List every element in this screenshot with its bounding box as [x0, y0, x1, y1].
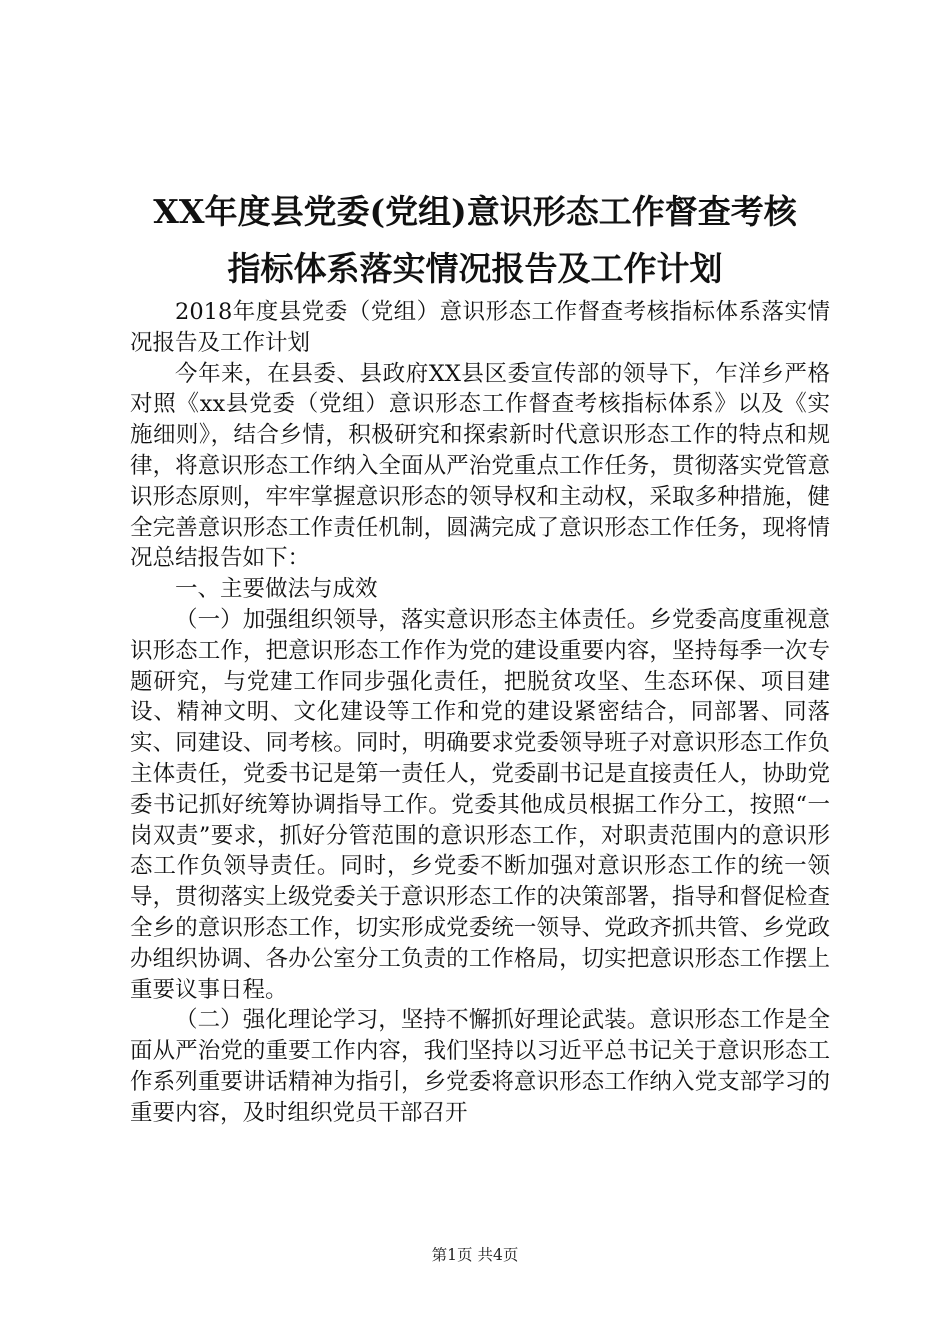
body-paragraph-section-1-2: （二）强化理论学习，坚持不懈抓好理论武装。意识形态工作是全面从严治党的重要工作内容，我们坚持以习近平总书记关于意识形态工作系列重要讲话精神为指引，乡党委将意识形态工作纳入党支部学习的重要内容，及时组织党员干部召开	[130, 1007, 830, 1126]
document-body	[130, 297, 830, 1129]
page-number-footer: 第1页 共4页	[431, 1246, 519, 1264]
body-paragraph-section-1-1: （一）加强组织领导，落实意识形态主体责任。乡党委高度重视意识形态工作，把意识形态工作作为党的建设重要内容，坚持每季一次专题研究，与党建工作同步强化责任，把脱贫攻坚、生态环保、项目建设、精神文明、文化建设等工作和党的建设紧密结合，同部署、同落实、同建设、同考核。同时，明确要求党委领导班子对意识形态工作负主体责任，党委书记是第一责任人，党委副书记是直接责任人，协助党委书记抓好统筹协调指导工作。党委其他成员根据工作分工，按照“一岗双责”要求，抓好分管范围的意识形态工作，对职责范围内的意识形态工作负领导责任。同时，乡党委不断加强对意识形态工作的统一领导，贯彻落实上级党委关于意识形态工作的决策部署，指导和督促检查全乡的意识形态工作，切实形成党委统一领导、党政齐抓共管、乡党政办组织协调、各办公室分工负责的工作格局，切实把意识形态工作摆上重要议事日程。	[130, 606, 830, 1003]
body-paragraph-intro: 今年来，在县委、县政府XX县区委宣传部的领导下，乍洋乡严格对照《xx县党委（党组）意识形态工作督查考核指标体系》以及《实施细则》，结合乡情，积极研究和探索新时代意识形态工作的特点和规律，将意识形态工作纳入全面从严治党重点工作任务，贯彻落实党管意识形态原则，牢牢掌握意识形态的领导权和主动权，采取多种措施，健全完善意识形态工作责任机制，圆满完成了意识形态工作任务，现将情况总结报告如下：	[130, 360, 830, 572]
document-title-line-1: XX年度县党委(党组)意识形态工作督查考核	[153, 192, 797, 231]
body-paragraph-subtitle: 2018年度县党委（党组）意识形态工作督查考核指标体系落实情况报告及工作计划	[130, 299, 830, 356]
document-title-line-2: 指标体系落实情况报告及工作计划	[227, 249, 723, 288]
section-heading-1: 一、主要做法与成效	[175, 576, 378, 603]
